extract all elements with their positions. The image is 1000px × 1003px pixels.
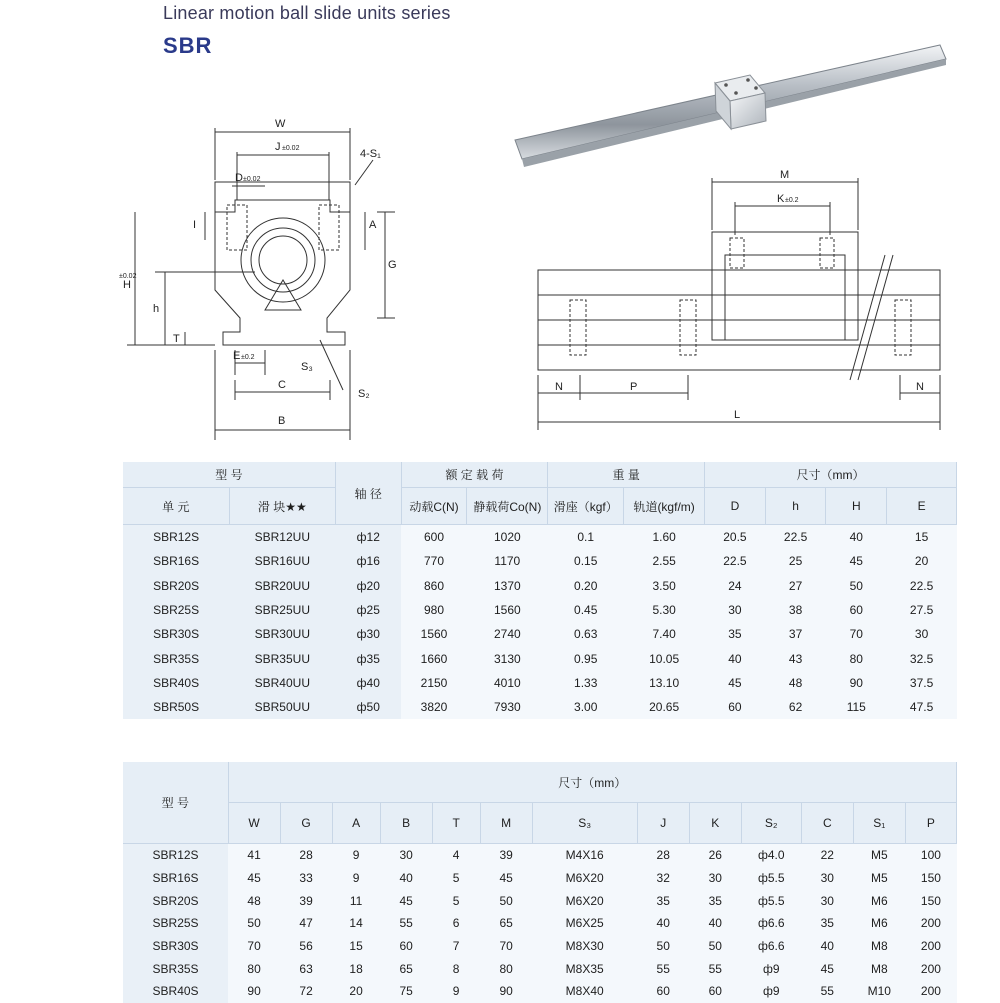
table-cell: 30 [801,889,853,912]
table-cell: SBR16S [123,867,228,890]
table-cell: 55 [801,980,853,1003]
column-header: S₂ [741,803,801,844]
table-row [123,671,957,695]
table-cell: 32.5 [887,646,957,670]
table-cell: 4010 [467,671,548,695]
table-cell: 8 [432,957,480,980]
table-cell: 90 [228,980,280,1003]
table-cell: M8X30 [532,935,637,958]
model-header-2: 型 号 [123,762,228,844]
table-cell: 1370 [467,574,548,598]
table-cell: 65 [380,957,432,980]
table-cell: 980 [401,598,467,622]
table-cell: 1020 [467,525,548,550]
table-cell: SBR16UU [229,549,335,573]
table-cell: 60 [826,598,887,622]
static-load-header: 静载荷Co(N) [467,488,548,525]
dim-label-w: W [275,118,286,130]
table-cell: SBR30S [123,935,228,958]
table-cell: 770 [401,549,467,573]
dim-label-m: M [780,169,790,181]
table-cell: ф30 [335,622,401,646]
table-cell: M5 [853,844,905,867]
table-cell: 1560 [467,598,548,622]
table-cell: 45 [705,671,766,695]
table-row [123,574,957,598]
table-cell: M6 [853,889,905,912]
table-cell: SBR20S [123,574,229,598]
unit-header: 单 元 [123,488,229,525]
table-cell: SBR30S [123,622,229,646]
table-cell: 0.1 [548,525,624,550]
table-cell: SBR40S [123,671,229,695]
table-cell: 90 [480,980,532,1003]
table-cell: SBR12S [123,525,229,550]
table-cell: ф12 [335,525,401,550]
table-cell: 1.33 [548,671,624,695]
dim-label-n-right: N [916,381,924,393]
table-cell: 32 [637,867,689,890]
table-cell: SBR16S [123,549,229,573]
table-cell: 47 [280,912,332,935]
table-cell: 24 [705,574,766,598]
table-cell: 150 [905,867,956,890]
col-header-h: H [826,488,887,525]
dim-label-k: K [777,193,785,205]
dim-label-e: E [233,350,241,362]
table-cell: ф4.0 [741,844,801,867]
dim-label-d: D [235,172,243,184]
table-cell: 40 [637,912,689,935]
model-header: 型 号 [123,462,335,488]
table-cell: 62 [765,695,826,719]
table-row [123,598,957,622]
table-cell: SBR20UU [229,574,335,598]
table-cell: 50 [689,935,741,958]
table-cell: 2150 [401,671,467,695]
table-cell: SBR25S [123,598,229,622]
table-cell: 1170 [467,549,548,573]
table-cell: ф5.5 [741,889,801,912]
table-cell: 6 [432,912,480,935]
table-row [123,957,957,980]
table-row [123,525,957,550]
table-cell: SBR50UU [229,695,335,719]
dim-label-p: P [630,381,638,393]
table-cell: 35 [801,912,853,935]
table-cell: 72 [280,980,332,1003]
table-cell: 37.5 [887,671,957,695]
dimensions-header-2: 尺寸（mm） [228,762,956,803]
dim-label-a: A [369,219,377,231]
table-cell: SBR35S [123,957,228,980]
column-header: S₁ [853,803,905,844]
table-cell: 45 [801,957,853,980]
dim-label-d-tol: ±0.02 [243,176,261,183]
table-cell: 20.65 [624,695,705,719]
table-cell: M8 [853,935,905,958]
table-cell: 600 [401,525,467,550]
dynamic-load-header: 动载C(N) [401,488,467,525]
column-header: P [905,803,956,844]
table-cell: 4 [432,844,480,867]
table-cell: 39 [480,844,532,867]
dim-label-e-tol: ±0.2 [241,354,255,361]
table-cell: 63 [280,957,332,980]
dim-label-s1: 4-S₁ [360,148,381,160]
table-cell: 30 [380,844,432,867]
table-cell: 70 [480,935,532,958]
table-cell: 45 [380,889,432,912]
table-cell: 90 [826,671,887,695]
table-cell: 28 [637,844,689,867]
table-cell: ф25 [335,598,401,622]
table-row [123,980,957,1003]
table-cell: 25 [765,549,826,573]
dim-label-j: J [275,141,281,153]
column-header: G [280,803,332,844]
dim-label-h-tol: ±0.02 [119,273,137,280]
table-cell: 30 [801,867,853,890]
table-cell: 0.95 [548,646,624,670]
dim-label-s2: S₂ [358,388,370,400]
table-cell: M8 [853,957,905,980]
dim-label-h: h [153,303,160,315]
table-cell: 35 [689,889,741,912]
table-cell: ф35 [335,646,401,670]
table-cell: 150 [905,889,956,912]
table-cell: 27.5 [887,598,957,622]
table-cell: 5.30 [624,598,705,622]
table-cell: 47.5 [887,695,957,719]
col-header-e: E [887,488,957,525]
table-cell: 45 [826,549,887,573]
column-header: C [801,803,853,844]
table-cell: 860 [401,574,467,598]
series-title: SBR [163,33,213,58]
table-cell: 48 [765,671,826,695]
table-cell: M10 [853,980,905,1003]
table-cell: M8X35 [532,957,637,980]
dim-label-k-tol: ±0.2 [785,197,799,204]
table-row [123,935,957,958]
table-cell: 43 [765,646,826,670]
slide-weight-header: 滑座（kgf） [548,488,624,525]
table-cell: 65 [480,912,532,935]
shaft-diameter-header: 轴 径 [335,462,401,525]
table-cell: 0.15 [548,549,624,573]
table-cell: 40 [689,912,741,935]
table-cell: 80 [826,646,887,670]
table-cell: SBR30UU [229,622,335,646]
column-header: W [228,803,280,844]
column-header: S₃ [532,803,637,844]
table-row [123,695,957,719]
table-cell: 20 [332,980,380,1003]
dim-label-n-left: N [555,381,563,393]
table-cell: 22 [801,844,853,867]
dim-label-g: G [388,259,397,271]
table-cell: 13.10 [624,671,705,695]
table-cell: 48 [228,889,280,912]
table-cell: 60 [380,935,432,958]
table-cell: 1560 [401,622,467,646]
table-cell: ф20 [335,574,401,598]
column-header: A [332,803,380,844]
dim-label-b: B [278,415,286,427]
table-cell: 11 [332,889,380,912]
table-cell: 14 [332,912,380,935]
dimension-spec-table [123,762,957,1003]
table-cell: 10.05 [624,646,705,670]
table-cell: 0.63 [548,622,624,646]
table-cell: 75 [380,980,432,1003]
table-cell: 37 [765,622,826,646]
table-cell: 2.55 [624,549,705,573]
table-row [123,912,957,935]
table-cell: 3.50 [624,574,705,598]
table-cell: 2740 [467,622,548,646]
column-header: K [689,803,741,844]
dim-label-i: I [193,219,197,231]
table-cell: 15 [887,525,957,550]
table-cell: 45 [480,867,532,890]
side-view-drawing [520,160,950,440]
table-cell: 22.5 [705,549,766,573]
table-cell: ф40 [335,671,401,695]
table-cell: 55 [380,912,432,935]
table-cell: 40 [826,525,887,550]
table-cell: 55 [637,957,689,980]
table-cell: 60 [689,980,741,1003]
table-cell: 30 [887,622,957,646]
table-cell: SBR20S [123,889,228,912]
table-cell: 18 [332,957,380,980]
table-cell: 27 [765,574,826,598]
col-header-d: D [705,488,766,525]
table-cell: 115 [826,695,887,719]
table-cell: 9 [332,867,380,890]
column-header: B [380,803,432,844]
rated-load-header: 额 定 载 荷 [401,462,548,488]
table-cell: M6X20 [532,889,637,912]
column-header: T [432,803,480,844]
table-row [123,622,957,646]
table-cell: ф9 [741,980,801,1003]
dim-label-s3: S₃ [301,361,313,373]
table-cell: 7.40 [624,622,705,646]
dimensions-header: 尺寸（mm） [705,462,957,488]
table-cell: 5 [432,867,480,890]
table-cell: 200 [905,935,956,958]
table-cell: 1.60 [624,525,705,550]
table-row [123,867,957,890]
dim-label-l: L [734,409,741,421]
column-header: J [637,803,689,844]
table-cell: 20.5 [705,525,766,550]
table-cell: ф9 [741,957,801,980]
table-cell: M6X20 [532,867,637,890]
table-cell: ф50 [335,695,401,719]
table-cell: 41 [228,844,280,867]
weight-header: 重 量 [548,462,705,488]
dim-label-h-upper: H [123,279,131,291]
table-cell: 33 [280,867,332,890]
table-cell: 40 [801,935,853,958]
table-cell: 30 [689,867,741,890]
table-cell: 200 [905,980,956,1003]
table-cell: 50 [637,935,689,958]
table-cell: 50 [826,574,887,598]
table-cell: 7 [432,935,480,958]
table-cell: 1660 [401,646,467,670]
series-subtitle: Linear motion ball slide units series [163,3,451,23]
table-cell: 9 [432,980,480,1003]
table-cell: 9 [332,844,380,867]
table-cell: SBR40S [123,980,228,1003]
column-header: M [480,803,532,844]
table-cell: 26 [689,844,741,867]
slide-block-image [715,75,766,129]
table-cell: 50 [228,912,280,935]
table-cell: ф6.6 [741,935,801,958]
table-cell: 70 [826,622,887,646]
table-cell: SBR35UU [229,646,335,670]
table-cell: SBR25S [123,912,228,935]
table-cell: 3130 [467,646,548,670]
table-cell: 200 [905,957,956,980]
table-cell: 15 [332,935,380,958]
table-cell: 22.5 [887,574,957,598]
table-cell: 80 [228,957,280,980]
table-cell: 45 [228,867,280,890]
table-cell: 5 [432,889,480,912]
dim-label-j-tol: ±0.02 [282,145,300,152]
table-cell: SBR35S [123,646,229,670]
load-spec-table [123,462,957,719]
table-cell: SBR12UU [229,525,335,550]
rail-weight-header: 轨道(kgf/m) [624,488,705,525]
table-cell: 22.5 [765,525,826,550]
table-cell: SBR25UU [229,598,335,622]
table-cell: M8X40 [532,980,637,1003]
table-cell: 50 [480,889,532,912]
table-cell: 3820 [401,695,467,719]
table-cell: 7930 [467,695,548,719]
table-cell: M5 [853,867,905,890]
table-cell: 3.00 [548,695,624,719]
dim-label-c: C [278,379,286,391]
table-cell: 100 [905,844,956,867]
table-cell: 200 [905,912,956,935]
table-cell: 80 [480,957,532,980]
table-cell: ф6.6 [741,912,801,935]
table-cell: 28 [280,844,332,867]
table-cell: 35 [637,889,689,912]
table-cell: 60 [705,695,766,719]
table-cell: 70 [228,935,280,958]
table-row [123,646,957,670]
table-cell: 60 [637,980,689,1003]
table-cell: 35 [705,622,766,646]
table-cell: 39 [280,889,332,912]
table-cell: 55 [689,957,741,980]
table-cell: 0.20 [548,574,624,598]
table-cell: M6 [853,912,905,935]
table-row [123,889,957,912]
table-cell: M6X25 [532,912,637,935]
cross-section-drawing [115,100,415,460]
table-cell: SBR50S [123,695,229,719]
table-cell: M4X16 [532,844,637,867]
table-cell: ф16 [335,549,401,573]
table-row [123,549,957,573]
col-header-h-small: h [765,488,826,525]
dim-label-t: T [173,333,180,345]
table-cell: 20 [887,549,957,573]
table-cell: 38 [765,598,826,622]
table-cell: 40 [380,867,432,890]
table-cell: 0.45 [548,598,624,622]
block-header: 滑 块★★ [229,488,335,525]
table-cell: 56 [280,935,332,958]
table-cell: 40 [705,646,766,670]
table-cell: 30 [705,598,766,622]
table-row [123,844,957,867]
table-cell: SBR40UU [229,671,335,695]
table-cell: ф5.5 [741,867,801,890]
table-cell: SBR12S [123,844,228,867]
